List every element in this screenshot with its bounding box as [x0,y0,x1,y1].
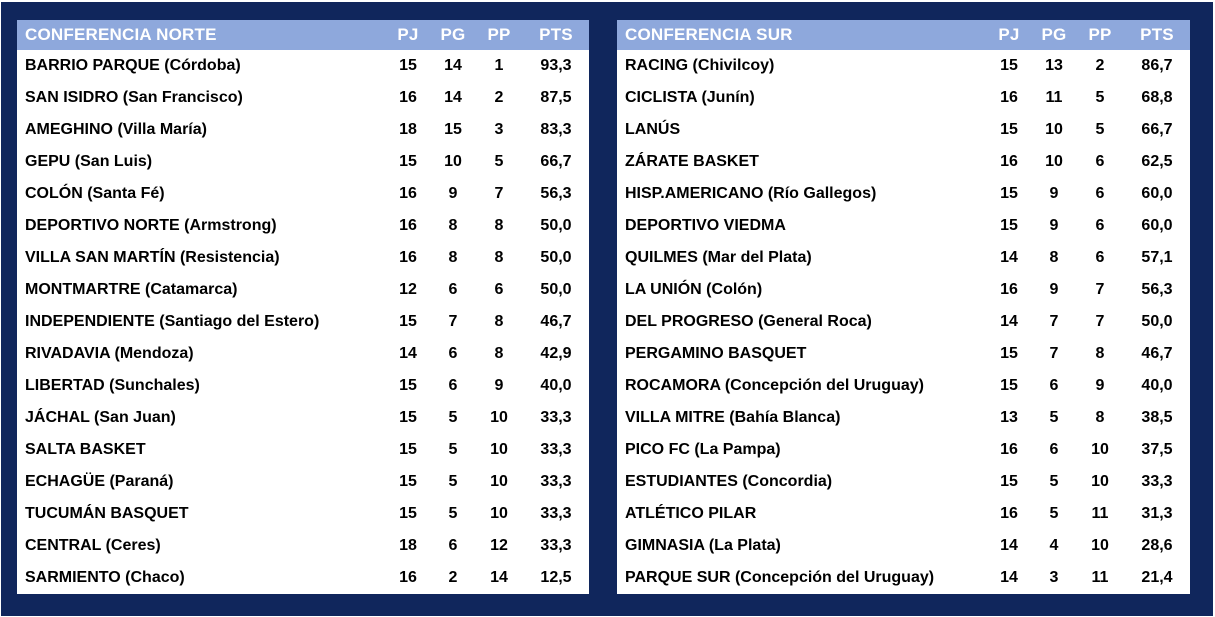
pg-cell: 8 [448,249,458,266]
table-row [617,562,1190,594]
team-name-cell: LA UNIÓN (Colón) [625,281,763,298]
pj-cell: 15 [399,505,417,522]
team-name-cell: GEPU (San Luis) [25,153,153,170]
pg-cell: 7 [1049,313,1059,330]
pp-cell: 2 [1095,57,1105,74]
pj-cell: 14 [1000,569,1018,586]
pts-cell: 56,3 [540,185,572,202]
table-row [17,466,589,498]
pj-cell: 15 [1000,121,1018,138]
header-row [17,20,589,50]
table-row [617,50,1190,82]
pg-cell: 7 [1049,345,1059,362]
standings-table-sur [617,20,1190,594]
column-header-pj: PJ [986,20,1032,50]
pts-cell: 83,3 [540,121,572,138]
pj-cell: 15 [399,409,417,426]
pp-cell: 5 [1095,89,1105,106]
pg-cell: 10 [444,153,462,170]
pts-cell: 42,9 [540,345,572,362]
table-row [17,498,589,530]
pj-cell: 14 [399,345,417,362]
team-name-cell: COLÓN (Santa Fé) [25,185,165,202]
team-name-cell: RACING (Chivilcoy) [625,57,775,74]
pts-cell: 31,3 [1141,505,1173,522]
pg-cell: 5 [448,505,458,522]
pj-cell: 18 [399,121,417,138]
column-header-pts: PTS [523,20,589,50]
pj-cell: 16 [1000,441,1018,458]
team-name-cell: VILLA SAN MARTÍN (Resistencia) [25,249,280,266]
team-name-cell: ROCAMORA (Concepción del Uruguay) [625,377,924,394]
team-name-cell: DEPORTIVO VIEDMA [625,217,786,234]
table-row [17,114,589,146]
table-row [617,210,1190,242]
header-row [617,20,1190,50]
column-header-pj: PJ [385,20,431,50]
table-row [17,146,589,178]
pj-cell: 16 [399,89,417,106]
team-name-cell: GIMNASIA (La Plata) [625,537,781,554]
table-row [617,242,1190,274]
pj-cell: 14 [1000,537,1018,554]
pg-cell: 5 [448,409,458,426]
table-row [617,274,1190,306]
pg-cell: 9 [1049,185,1059,202]
pg-cell: 9 [1049,217,1059,234]
pj-cell: 15 [399,441,417,458]
pg-cell: 10 [1045,153,1063,170]
pts-cell: 46,7 [540,313,572,330]
table-row [17,178,589,210]
pg-cell: 14 [444,89,462,106]
column-header-pg: PG [431,20,475,50]
pts-cell: 56,3 [1141,281,1173,298]
pj-cell: 12 [399,281,417,298]
pj-cell: 13 [1000,409,1018,426]
pg-cell: 10 [1045,121,1063,138]
pp-cell: 8 [494,217,504,234]
team-name-cell: ESTUDIANTES (Concordia) [625,473,833,490]
pp-cell: 8 [1095,409,1105,426]
pts-cell: 93,3 [540,57,572,74]
pp-cell: 11 [1091,569,1109,586]
pj-cell: 16 [399,185,417,202]
column-header-pg: PG [1032,20,1076,50]
team-name-cell: VILLA MITRE (Bahía Blanca) [625,409,841,426]
pts-cell: 33,3 [540,409,572,426]
pj-cell: 15 [399,153,417,170]
team-name-cell: MONTMARTRE (Catamarca) [25,281,238,298]
team-name-cell: CENTRAL (Ceres) [25,537,161,554]
table-row [17,402,589,434]
pg-cell: 6 [1049,441,1059,458]
table-row [617,434,1190,466]
pts-cell: 87,5 [540,89,572,106]
pp-cell: 8 [494,313,504,330]
pts-cell: 68,8 [1141,89,1173,106]
column-header-pts: PTS [1124,20,1190,50]
team-name-cell: PERGAMINO BASQUET [625,345,807,362]
table-row [17,306,589,338]
pp-cell: 8 [494,249,504,266]
table-row [617,402,1190,434]
team-name-cell: BARRIO PARQUE (Córdoba) [25,57,241,74]
table-row [17,338,589,370]
pg-cell: 7 [448,313,458,330]
pj-cell: 15 [399,377,417,394]
pts-cell: 33,3 [540,505,572,522]
pg-cell: 11 [1045,89,1063,106]
pp-cell: 10 [490,505,508,522]
conference-title: CONFERENCIA NORTE [17,20,385,50]
pp-cell: 6 [1095,185,1105,202]
team-name-cell: CICLISTA (Junín) [625,89,755,106]
table-row [17,242,589,274]
table-row [17,530,589,562]
pj-cell: 16 [399,569,417,586]
pts-cell: 40,0 [540,377,572,394]
pts-cell: 50,0 [540,217,572,234]
pj-cell: 15 [399,313,417,330]
pp-cell: 10 [1091,537,1109,554]
pts-cell: 28,6 [1141,537,1173,554]
pj-cell: 14 [1000,249,1018,266]
team-name-cell: LIBERTAD (Sunchales) [25,377,200,394]
pp-cell: 8 [494,345,504,362]
table-row [17,210,589,242]
pp-cell: 11 [1091,505,1109,522]
pg-cell: 3 [1049,569,1059,586]
pp-cell: 10 [1091,473,1109,490]
pts-cell: 37,5 [1141,441,1173,458]
pts-cell: 50,0 [1141,313,1173,330]
column-header-pp: PP [475,20,523,50]
pj-cell: 18 [399,537,417,554]
conferencia-norte-table [17,20,589,594]
pg-cell: 2 [448,569,458,586]
conferencia-sur-table [617,20,1190,594]
team-name-cell: INDEPENDIENTE (Santiago del Estero) [25,313,320,330]
table-row [617,114,1190,146]
table-row [617,498,1190,530]
pg-cell: 13 [1045,57,1063,74]
pj-cell: 15 [1000,185,1018,202]
team-name-cell: AMEGHINO (Villa María) [25,121,207,138]
table-row [17,50,589,82]
pts-cell: 86,7 [1141,57,1173,74]
column-header-pp: PP [1076,20,1124,50]
team-name-cell: HISP.AMERICANO (Río Gallegos) [625,185,877,202]
team-name-cell: SALTA BASKET [25,441,146,458]
pts-cell: 21,4 [1141,569,1173,586]
pts-cell: 50,0 [540,281,572,298]
pp-cell: 5 [494,153,504,170]
pp-cell: 9 [1095,377,1105,394]
pts-cell: 60,0 [1141,217,1173,234]
pj-cell: 15 [399,473,417,490]
table-row [17,370,589,402]
team-name-cell: DEPORTIVO NORTE (Armstrong) [25,217,277,234]
pj-cell: 15 [1000,473,1018,490]
pts-cell: 33,3 [1141,473,1173,490]
pg-cell: 5 [448,473,458,490]
team-name-cell: TUCUMÁN BASQUET [25,505,189,522]
pg-cell: 6 [448,345,458,362]
pp-cell: 6 [1095,249,1105,266]
pp-cell: 8 [1095,345,1105,362]
pts-cell: 33,3 [540,441,572,458]
table-row [617,530,1190,562]
pg-cell: 5 [448,441,458,458]
pts-cell: 57,1 [1141,249,1173,266]
table-row [17,562,589,594]
pg-cell: 4 [1049,537,1059,554]
team-name-cell: ECHAGÜE (Paraná) [25,473,174,490]
table-row [17,82,589,114]
pp-cell: 3 [494,121,504,138]
team-name-cell: JÁCHAL (San Juan) [25,409,176,426]
pp-cell: 5 [1095,121,1105,138]
pg-cell: 5 [1049,409,1059,426]
pp-cell: 9 [494,377,504,394]
pts-cell: 60,0 [1141,185,1173,202]
pj-cell: 16 [1000,505,1018,522]
table-row [617,178,1190,210]
pp-cell: 6 [1095,217,1105,234]
pj-cell: 15 [1000,217,1018,234]
table-row [617,466,1190,498]
pts-cell: 12,5 [540,569,572,586]
pp-cell: 10 [490,409,508,426]
pg-cell: 6 [1049,377,1059,394]
pj-cell: 16 [399,217,417,234]
pp-cell: 10 [490,441,508,458]
pts-cell: 46,7 [1141,345,1173,362]
team-name-cell: ZÁRATE BASKET [625,153,759,170]
team-name-cell: DEL PROGRESO (General Roca) [625,313,872,330]
standings-table-norte [17,20,589,594]
pts-cell: 40,0 [1141,377,1173,394]
pj-cell: 15 [399,57,417,74]
pg-cell: 9 [448,185,458,202]
table-row [17,274,589,306]
pj-cell: 14 [1000,313,1018,330]
team-name-cell: PARQUE SUR (Concepción del Uruguay) [625,569,935,586]
pg-cell: 8 [1049,249,1059,266]
pg-cell: 8 [448,217,458,234]
pp-cell: 10 [1091,441,1109,458]
pp-cell: 6 [1095,153,1105,170]
team-name-cell: QUILMES (Mar del Plata) [625,249,812,266]
pts-cell: 62,5 [1141,153,1173,170]
table-row [617,338,1190,370]
pts-cell: 33,3 [540,473,572,490]
table-row [617,82,1190,114]
pts-cell: 33,3 [540,537,572,554]
pp-cell: 10 [490,473,508,490]
team-name-cell: ATLÉTICO PILAR [625,505,757,522]
pg-cell: 6 [448,377,458,394]
pg-cell: 15 [444,121,462,138]
team-name-cell: SARMIENTO (Chaco) [25,569,185,586]
pp-cell: 2 [494,89,504,106]
pp-cell: 12 [490,537,508,554]
pg-cell: 6 [448,281,458,298]
team-name-cell: PICO FC (La Pampa) [625,441,781,458]
table-row [617,306,1190,338]
pp-cell: 7 [1095,313,1105,330]
table-row [617,146,1190,178]
pg-cell: 5 [1049,473,1059,490]
pp-cell: 14 [490,569,508,586]
pts-cell: 38,5 [1141,409,1173,426]
pp-cell: 1 [494,57,504,74]
table-row [17,434,589,466]
team-name-cell: LANÚS [625,121,681,138]
pj-cell: 15 [1000,57,1018,74]
pj-cell: 16 [399,249,417,266]
pts-cell: 50,0 [540,249,572,266]
pj-cell: 16 [1000,281,1018,298]
team-name-cell: RIVADAVIA (Mendoza) [25,345,194,362]
table-row [617,370,1190,402]
pj-cell: 15 [1000,345,1018,362]
pg-cell: 14 [444,57,462,74]
pts-cell: 66,7 [1141,121,1173,138]
pg-cell: 9 [1049,281,1059,298]
pp-cell: 7 [494,185,504,202]
conference-title: CONFERENCIA SUR [617,20,986,50]
pj-cell: 16 [1000,153,1018,170]
pp-cell: 6 [494,281,504,298]
pj-cell: 16 [1000,89,1018,106]
team-name-cell: SAN ISIDRO (San Francisco) [25,89,243,106]
pg-cell: 5 [1049,505,1059,522]
pts-cell: 66,7 [540,153,572,170]
pp-cell: 7 [1095,281,1105,298]
pg-cell: 6 [448,537,458,554]
pj-cell: 15 [1000,377,1018,394]
